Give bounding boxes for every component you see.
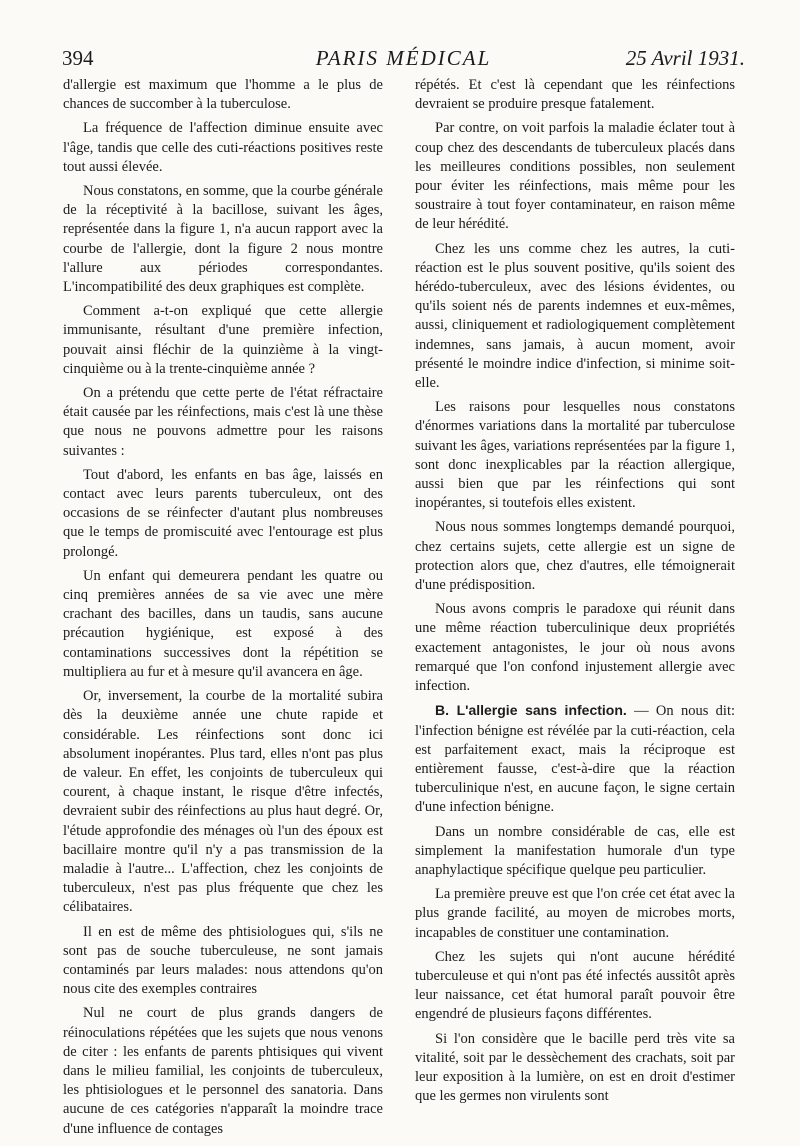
paragraph: Par contre, on voit parfois la maladie éclater tout à coup chez des descendants de tuberculeux placés dans les meilleures conditions possibles, non seulement pour éviter les réinfections, mais même pour les soustraire à tout foyer contaminateur, en raison même de leur hérédité. [415, 120, 735, 233]
paragraph: Un enfant qui demeurera pendant les quatre ou cinq premières années de sa vie avec une mère crachant des bacilles, dans un taudis, sans aucune précaution hygiénique, est exposé à des contaminations successives dont la répétition se multipliera au fur et à mesure qu'il avancera en âge. [63, 567, 383, 680]
paragraph: Nous nous sommes longtemps demandé pourquoi, chez certains sujets, cette allergie est un signe de protection alors que, chez d'autres, elle témoignerait d'une prédisposition. [415, 519, 735, 594]
paragraph: Or, inversement, la courbe de la mortalité subira dès la deuxième année une chute rapide et considérable. Les réinfections sont donc ici absolument inopérantes. Plus tard, elles n'ont pas plus de valeur. En effet, les conjoints de tuberculeux qui courent, à chaque instant, le risque d'être infectés, devraient subir des réinfections au plus haut degré. Or, l'étude approfondie des ménages où l'un des époux est bacillaire montre qu'il n'y a pas transmission de la maladie à l'autre... L'affection, chez les conjoints de tuberculeux, n'est pas plus fréquente que chez les célibataires. [63, 688, 383, 916]
paragraph: répétés. Et c'est là cependant que les réinfections devraient se produire presque fatalement. [415, 77, 735, 113]
left-column [63, 76, 383, 1144]
paragraph: Nul ne court de plus grands dangers de réinoculations répétées que les sujets que nous venons de citer : les enfants de parents phtisiques qui vivent dans le milieu familial, les conjoints de tuberculeux, les phtisiologues et le personnel des sanatoria. Dans aucune de ces catégories n'apparaît la moindre trace d'une influence de contages [63, 1005, 383, 1137]
paragraph: On a prétendu que cette perte de l'état réfractaire était causée par les réinfections, mais c'est là une thèse que nous ne pouvons admettre pour les raisons suivantes : [63, 385, 383, 459]
paragraph: Nous avons compris le paradoxe qui réunit dans une même réaction tuberculinique deux propriétés exactement antagonistes, le jour où nous avons remarqué que l'on confond injustement allergie avec infection. [415, 601, 735, 695]
section-paragraph [415, 701, 735, 817]
journal-title: PARIS MÉDICAL [315, 46, 492, 70]
issue-date: 25 Avril 1931. [625, 46, 745, 70]
paragraph: La fréquence de l'affection diminue ensuite avec l'âge, tandis que celle des cuti-réactions positives reste tout aussi élevée. [63, 120, 383, 175]
paragraph: La première preuve est que l'on crée cet état avec la plus grande facilité, au moyen de microbes morts, incapables de constituer une contamination. [415, 886, 735, 941]
paragraph: d'allergie est maximum que l'homme a le plus de chances de succomber à la tuberculose. [63, 77, 383, 113]
paragraph: Chez les sujets qui n'ont aucune hérédité tuberculeuse et qui n'ont pas été infectés aussitôt après leur naissance, cet état humoral paraît pouvoir être engendré de plusieurs façons différentes. [415, 948, 735, 1023]
paragraph: Chez les uns comme chez les autres, la cuti-réaction est le plus souvent positive, qu'ils soient des hérédo-tuberculeux, avec des lésions évidentes, ou qu'ils soient nés de parents indemnes et eux-mêmes, aussi, cliniquement et radiologiquement complètement indemnes, sans jamais, à aucun moment, avoir présenté le moindre indice d'infection, si minime soit-elle. [415, 240, 735, 392]
paragraph: Dans un nombre considérable de cas, elle est simplement la manifestation humorale d'un type anaphylactique spécifique quelque peu particulier. [415, 823, 735, 878]
section-heading: B. L'allergie sans infection. [435, 702, 627, 719]
paragraph: Les raisons pour lesquelles nous constatons d'énormes variations dans la mortalité par tuberculose suivant les âges, variations représentées par la figure 1, sont donc inexplicables par la réaction allergique, aussi bien que par les réinfections qui sont inopérantes, si toutefois elles existent. [415, 399, 735, 512]
right-column [415, 76, 735, 1111]
paragraph: Comment a-t-on expliqué que cette allergie immunisante, résultant d'une première infection, pouvait ainsi fléchir de la quinzième à la vingt-cinquième ou à la trente-cinquième année ? [63, 303, 383, 377]
paragraph: Si l'on considère que le bacille perd très vite sa vitalité, soit par le dessèchement des crachats, soit par leur exposition à la lumière, on est en droit d'estimer que les germes non virulents sont [415, 1030, 735, 1105]
page-number: 394 [62, 46, 94, 70]
section-text: — On nous dit: l'infection bénigne est révélée par la cuti-réaction, cela est parfaitement exact, mais la réciproque est entièrement fausse, c'est-à-dire que la réaction tuberculinique n'est, en aucune façon, le signe certain d'une infection bénigne. [415, 703, 736, 816]
running-header [62, 44, 745, 78]
paragraph: Il en est de même des phtisiologues qui, s'ils ne sont pas de souche tuberculeuse, ne sont jamais contaminés par leurs malades: nous attendons qu'on nous cite des exemples contraires [63, 923, 383, 998]
paragraph: Nous constatons, en somme, que la courbe générale de la réceptivité à la bacillose, suivant les âges, représentée dans la figure 1, n'a aucun rapport avec la courbe de l'allergie, dont la figure 2 nous montre l'allure aux périodes correspondantes. L'incompatibilité des deux graphiques est complète. [63, 183, 383, 296]
paragraph: Tout d'abord, les enfants en bas âge, laissés en contact avec leurs parents tuberculeux, ont des occasions de se réinfecter d'autant plus nombreuses que le temps de promiscuité avec l'entourage est plus prolongé. [63, 466, 383, 560]
